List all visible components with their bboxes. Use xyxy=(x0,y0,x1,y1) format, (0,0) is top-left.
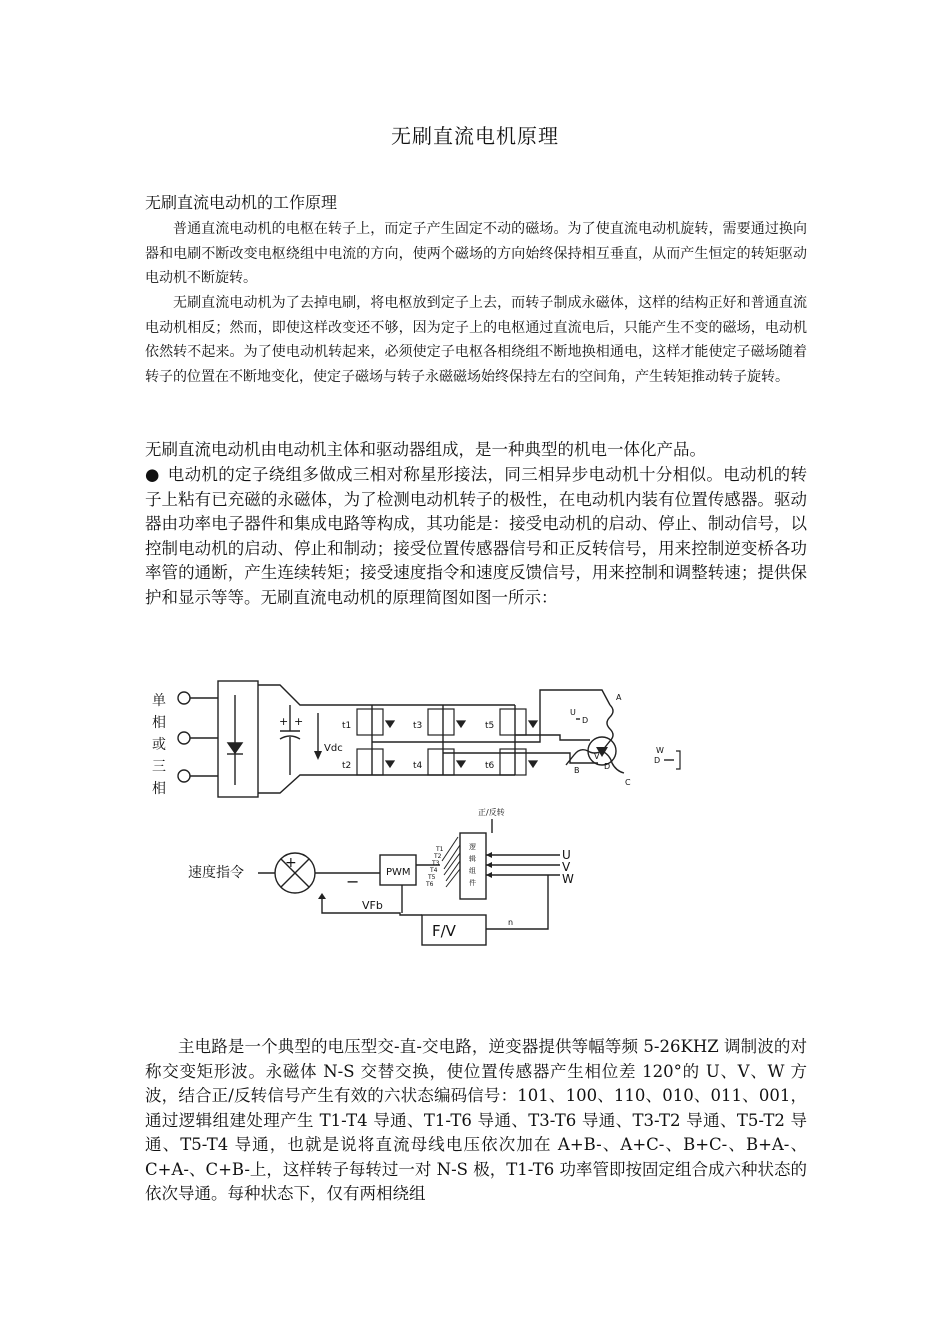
input-label: 相 xyxy=(152,781,166,797)
t-label: T5 xyxy=(428,874,436,881)
transistor-label: t2 xyxy=(342,761,352,771)
paragraph-text: 普通直流电动机的电枢在转子上，而定子产生固定不动的磁场。为了使直流电动机旋转，需要通过换向器和电刷不断改变电枢绕组中电流的方向，使两个磁场的方向始终保持相互垂直，从而产生恒定的转矩驱动电动机不断旋转。 xyxy=(145,221,807,286)
bullet-text: 电动机的定子绕组多做成三相对称星形接法，同三相异步电动机十分相似。电动机的转子上粘有已充磁的永磁体，为了检测电动机转子的极性，在电动机内装有位置传感器。驱动器由功率电子器件和集成电路等构成，其功能是：接受电动机的启动、停止、制动信号，以控制电动机的启动、停止和制动；接受位置传感器信号和正反转信号，用来控制逆变桥各功率管的通断，产生连续转矩；接受速度指令和速度反馈信号，用来控制和调整转速；提供保护和显示等等。无刷直流电动机的原理简图如图一所示： xyxy=(145,465,807,607)
phase-label: A xyxy=(616,693,622,702)
phase-label: C xyxy=(625,778,631,787)
phase-label: B xyxy=(574,766,580,775)
t-label: T4 xyxy=(430,867,438,874)
paragraph-main-circuit xyxy=(145,1035,807,1207)
logic-label: 逻 xyxy=(469,843,476,851)
t-label: T2 xyxy=(434,853,442,860)
input-label: 单 xyxy=(152,693,166,709)
n-label: n xyxy=(508,918,514,927)
input-terminals xyxy=(178,692,218,782)
sensor-input-label: W xyxy=(562,872,574,886)
sensor-label: V xyxy=(594,752,600,761)
pwm-label: PWM xyxy=(386,867,411,878)
inverter-bridge xyxy=(342,705,537,775)
t-label: T3 xyxy=(432,860,440,867)
section-heading: 无刷直流电动机的工作原理 xyxy=(145,193,338,212)
plus-sign: + xyxy=(294,715,304,728)
transistor-label: t5 xyxy=(485,721,495,731)
plus-sign: + xyxy=(285,855,297,871)
sensor-label: W xyxy=(656,746,664,755)
input-label: 或 xyxy=(152,737,166,753)
sensor-label: U xyxy=(570,708,576,717)
logic-label: 组 xyxy=(469,867,476,875)
bullet-paragraph xyxy=(145,463,807,610)
sensor-input-label: U xyxy=(562,848,571,862)
transistor-label: t6 xyxy=(485,761,495,771)
paragraph-text: 主电路是一个典型的电压型交-直-交电路，逆变器提供等幅等频 5-26KHZ 调制波的对称交变矩形波。永磁体 N-S 交替交换，使位置传感器产生相位差 120°的 U、V、W 方波，结合正/反转信号产生有效的六状态编码信号：101、100、110、010、011、001，通过逻辑组建处理产生 T1-T4 导通、T1-T6 导通、T3-T6 导通、T3-T2 导通、T5-T2 导通、T5-T4 导通，也就是说将直流母线电压依次加在 A+B-、A+C-、B+C-、B+A-、C+A-、C+B-上，这样转子每转过一对 N-S 极，T1-T6 功率管即按固定组合成六种状态的依次导通。每种状态下，仅有两相绕组 xyxy=(145,1037,807,1203)
paragraph-text: 无刷直流电动机为了去掉电刷，将电枢放到定子上去，而转子制成永磁体，这样的结构正好和普通直流电动机相反；然而，即使这样改变还不够，因为定子上的电枢通过直流电后，只能产生不变的磁场，电动机依然转不起来。为了使电动机转起来，必须使定子电枢各相绕组不断地换相通电，这样才能使定子磁场随着转子的位置在不断地变化，使定子磁场与转子永磁磁场始终保持左右的空间角，产生转矩推动转子旋转。 xyxy=(145,295,807,385)
plus-sign: + xyxy=(279,715,289,728)
dc-capacitor xyxy=(279,705,303,775)
input-label: 相 xyxy=(152,715,166,731)
circuit-diagram xyxy=(140,665,700,985)
transistor-label: t3 xyxy=(413,721,423,731)
bullet-icon: ● xyxy=(145,465,160,484)
vfb-label: VFb xyxy=(362,899,383,912)
speed-command-label: 速度指令 xyxy=(188,865,244,881)
fv-label: F/V xyxy=(432,922,456,940)
transistor-label: t4 xyxy=(413,761,423,771)
minus-sign: − xyxy=(346,872,360,891)
input-label: 三 xyxy=(152,759,166,775)
sensor-input-label: V xyxy=(562,860,571,874)
t-label: T6 xyxy=(426,881,434,888)
transistor-label: t1 xyxy=(342,721,352,731)
paragraph-intro: 无刷直流电动机由电动机主体和驱动器组成，是一种典型的机电一体化产品。 xyxy=(145,440,706,459)
direction-label: 正/反转 xyxy=(478,808,505,817)
sensor-d-label: D xyxy=(654,756,661,765)
paragraph-dc-motor xyxy=(145,217,807,291)
sensor-d-label: D xyxy=(604,762,611,771)
vdc-label: Vdc xyxy=(324,743,343,754)
rectifier-block xyxy=(218,681,258,797)
paragraph-brushless xyxy=(145,291,807,389)
logic-label: 辑 xyxy=(469,855,476,863)
logic-label: 件 xyxy=(469,879,476,887)
sensor-d-label: D xyxy=(582,716,589,725)
t-label: T1 xyxy=(436,846,444,853)
page-title: 无刷直流电机原理 xyxy=(391,124,559,148)
